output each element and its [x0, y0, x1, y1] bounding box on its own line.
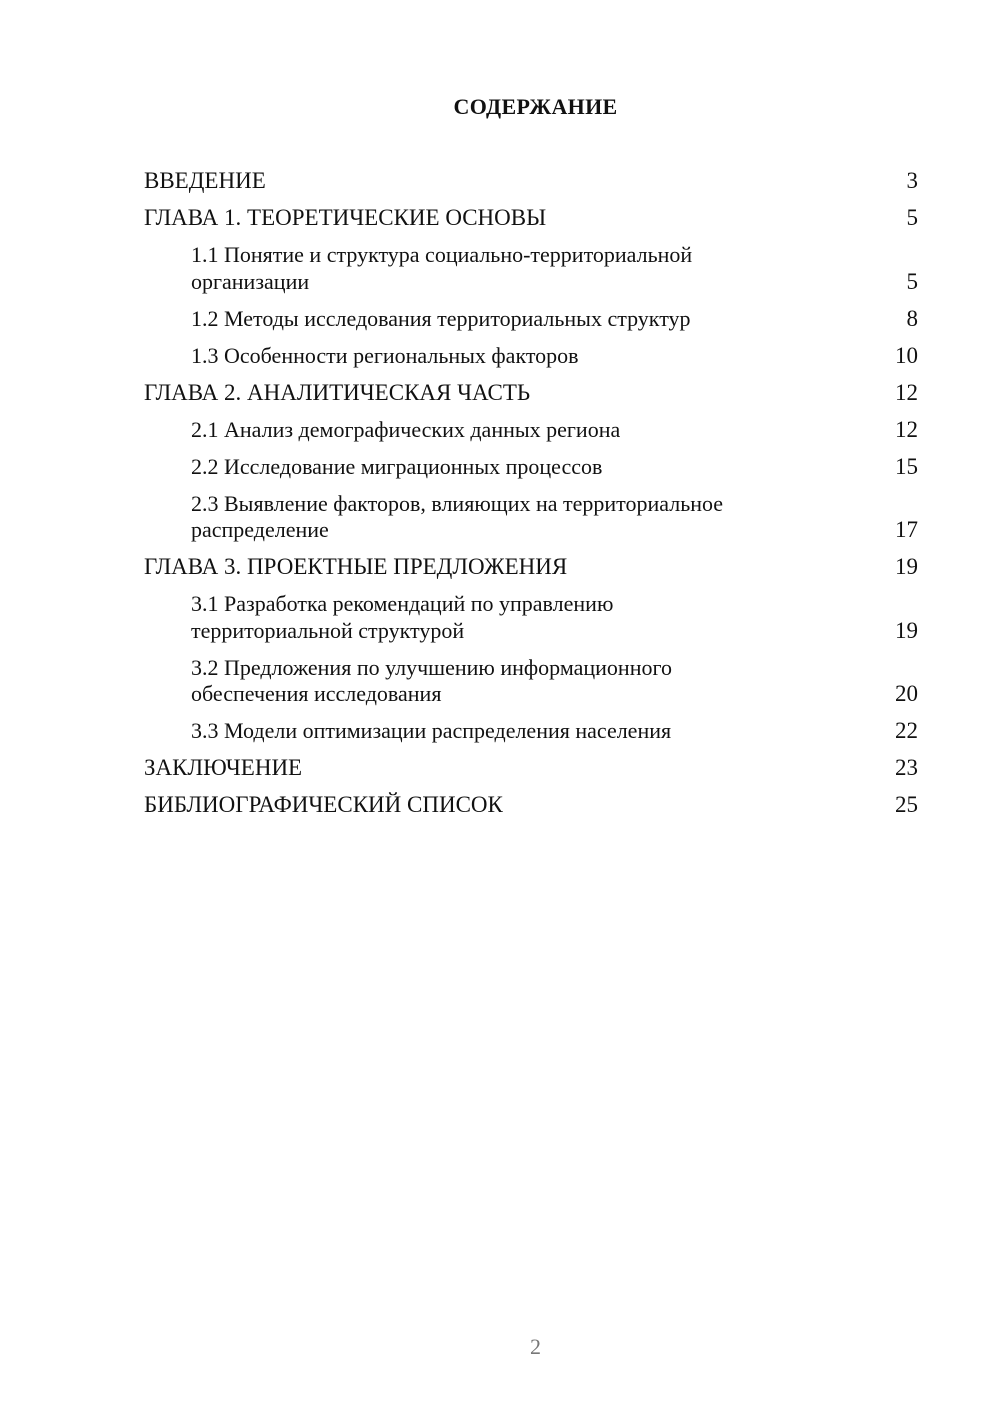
- toc-entry-page: 23: [895, 755, 918, 780]
- toc-entry-page: 8: [906, 305, 918, 331]
- toc-entry-page: 5: [906, 205, 918, 230]
- toc-entry-label: БИБЛИОГРАФИЧЕСКИЙ СПИСОК: [144, 792, 503, 817]
- toc-entry-label: ЗАКЛЮЧЕНИЕ: [144, 755, 303, 780]
- toc-entry-label: 2.2 Исследование миграционных процессов: [191, 453, 603, 479]
- toc-entry-section-2-3: [144, 491, 918, 544]
- toc-entry-label: 1.3 Особенности региональных факторов: [191, 342, 579, 368]
- toc-entry-label: 1.1 Понятие и структура социально-территориальной организации: [191, 242, 693, 294]
- toc-entry-page: 12: [895, 416, 918, 442]
- toc-entry-introduction: [144, 168, 918, 195]
- toc-title: СОДЕРЖАНИЕ: [453, 94, 618, 119]
- toc-entry-page: 19: [895, 554, 918, 579]
- toc-entry-section-1-3: [144, 343, 918, 370]
- toc-entry-page: 22: [895, 718, 918, 743]
- toc-entry-page: 15: [895, 453, 918, 479]
- toc-entry-page: 20: [895, 681, 918, 706]
- toc-entry-label: ГЛАВА 1. ТЕОРЕТИЧЕСКИЕ ОСНОВЫ: [144, 205, 547, 230]
- toc-entry-section-2-1: [144, 417, 918, 444]
- toc-entry-label: 3.1 Разработка рекомендаций по управлению территориальной структурой: [191, 591, 614, 643]
- toc-entry-label: ГЛАВА 3. ПРОЕКТНЫЕ ПРЕДЛОЖЕНИЯ: [144, 554, 568, 579]
- toc-entry-page: 12: [895, 379, 918, 405]
- toc-entry-label: ГЛАВА 2. АНАЛИТИЧЕСКАЯ ЧАСТЬ: [144, 379, 531, 405]
- toc-entry-page: 25: [895, 792, 918, 817]
- toc-entry-section-3-3: [144, 718, 918, 745]
- toc-entry-section-2-2: [144, 454, 918, 481]
- toc-entry-section-3-1: [144, 591, 918, 644]
- toc-entry-bibliography: [144, 792, 918, 819]
- toc-entry-page: 3: [906, 168, 918, 193]
- toc-entry-label: 3.3 Модели оптимизации распределения населения: [191, 718, 672, 743]
- toc-entry-conclusion: [144, 755, 918, 782]
- toc-entry-chapter-1: [144, 205, 918, 232]
- toc-entry-label: 2.3 Выявление факторов, влияющих на территориальное распределение: [191, 490, 724, 542]
- toc-entry-section-1-1: [144, 242, 918, 295]
- toc-entry-chapter-3: [144, 554, 918, 581]
- toc-entry-page: 5: [906, 268, 918, 294]
- table-of-contents: [144, 168, 918, 829]
- toc-entry-label: 2.1 Анализ демографических данных региона: [191, 416, 621, 442]
- toc-entry-section-3-2: [144, 655, 918, 708]
- toc-entry-label: ВВЕДЕНИЕ: [144, 168, 266, 193]
- toc-entry-section-1-2: [144, 306, 918, 333]
- toc-entry-page: 19: [895, 617, 918, 643]
- toc-entry-page: 10: [895, 342, 918, 368]
- toc-entry-label: 3.2 Предложения по улучшению информационного обеспечения исследования: [191, 654, 672, 706]
- toc-entry-page: 17: [895, 517, 918, 542]
- toc-entry-chapter-2: [144, 380, 918, 407]
- page-number: 2: [530, 1334, 541, 1359]
- toc-entry-label: 1.2 Методы исследования территориальных структур: [191, 305, 691, 331]
